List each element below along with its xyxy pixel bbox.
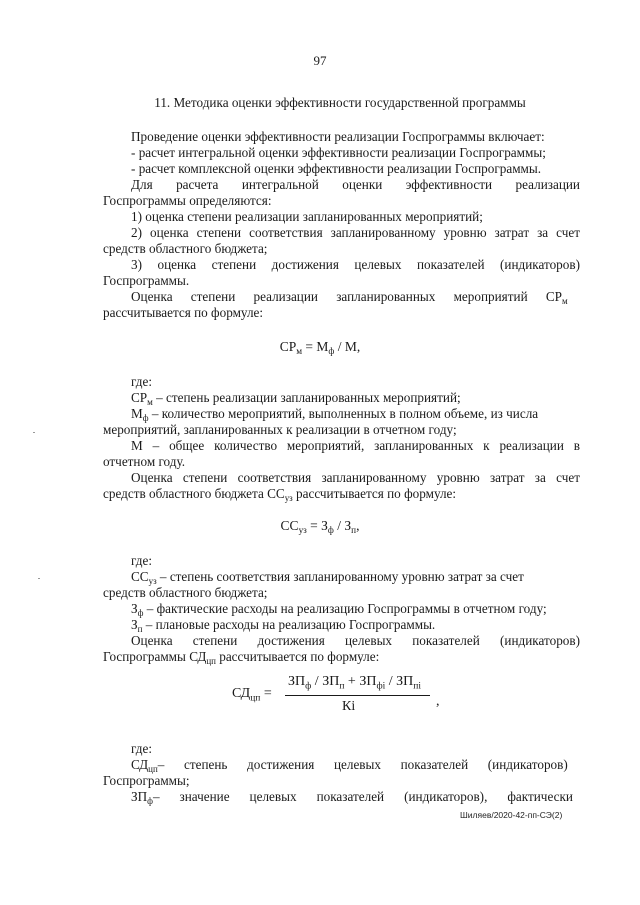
section-heading: 11. Методика оценки эффективности государственной программы <box>154 95 526 110</box>
definition-m: М – общее количество мероприятий, запланированных к реализации в <box>131 438 580 453</box>
where-label: где: <box>131 741 152 756</box>
sdcp-formula <box>232 674 442 724</box>
scan-speck <box>38 578 40 579</box>
definition-ccuz: $СС_{уз}$ – степень соответствия запланированному уровню затрат за счет <box>131 569 524 587</box>
definition-zpf: $ЗП_ф-$ значение целевых показателей (индикаторов), фактически <box>131 789 573 807</box>
list-item: 2) оценка степени соответствия запланированному уровню затрат за счет <box>131 225 580 240</box>
definition-zp: $З_п$ – плановые расходы на реализацию Госпрограммы. <box>131 617 436 635</box>
ccuz-intro: Оценка степени соответствия запланированному уровню затрат за счет <box>131 470 580 485</box>
intro-list-item: - расчет комплексной оценки эффективности реализации Госпрограммы. <box>131 161 542 176</box>
intro-line: Проведение оценки эффективности реализации Госпрограммы включает: <box>131 129 545 144</box>
fraction-bar <box>285 695 430 696</box>
crm-intro: Оценка степени реализации запланированных мероприятий $СР_м$ <box>131 289 568 307</box>
sdcp-intro: Оценка степени достижения целевых показателей (индикаторов) <box>131 633 580 648</box>
page-number: 97 <box>313 53 327 68</box>
formula-comma: , <box>436 694 440 709</box>
list-item: 3) оценка степени достижения целевых показателей (индикаторов) <box>131 257 580 272</box>
crm-formula: $СР_м = М_ф / М$, <box>279 339 361 357</box>
sdcp-intro-cont: Госпрограммы $СД_{цп}$ рассчитывается по формуле: <box>103 649 380 667</box>
document-footer: Шиляев/2020-42-пп-СЭ(2) <box>460 810 563 820</box>
scan-speck <box>33 432 35 433</box>
where-label: где: <box>131 553 152 568</box>
crm-intro-cont: рассчитывается по формуле: <box>103 305 264 320</box>
definition-zf: $З_ф$ – фактические расходы на реализацию Госпрограммы в отчетном году; <box>131 601 547 619</box>
definition-sdcp: $СД_{цп}-$ степень достижения целевых показателей (индикаторов) <box>131 757 568 775</box>
list-item: 1) оценка степени реализации запланированных мероприятий; <box>131 209 483 224</box>
intro-list-item: - расчет интегральной оценки эффективности реализации Госпрограммы; <box>131 145 546 160</box>
definition-mf: $М_ф$ – количество мероприятий, выполненных в полном объеме, из числа <box>131 406 539 424</box>
definition-crm: $СР_м$ – степень реализации запланированных мероприятий; <box>131 390 461 408</box>
definition-sdcp-cont: Госпрограммы; <box>103 773 190 788</box>
definition-m-cont: отчетном году. <box>103 454 186 469</box>
formula-lhs: $СД_{цп}$ = <box>232 686 272 704</box>
formula-numerator: $ЗП_ф / ЗП_п + ЗП_{фi} / ЗП_{пi}$ <box>288 674 422 692</box>
ccuz-intro-cont: средств областного бюджета $СС_{уз}$ рассчитывается по формуле: <box>103 486 457 504</box>
where-label: где: <box>131 374 152 389</box>
intro-line: Для расчета интегральной оценки эффективности реализации <box>131 177 580 192</box>
ccuz-formula: $СС_{уз} = З_ф / З_п$, <box>280 518 360 536</box>
definition-ccuz-cont: средств областного бюджета; <box>103 585 268 600</box>
formula-denominator: Кi <box>342 699 356 714</box>
list-item-cont: средств областного бюджета; <box>103 241 268 256</box>
list-item-cont: Госпрограммы. <box>103 273 190 288</box>
definition-mf-cont: мероприятий, запланированных к реализации в отчетном году; <box>103 422 457 437</box>
intro-line: Госпрограммы определяются: <box>103 193 272 208</box>
